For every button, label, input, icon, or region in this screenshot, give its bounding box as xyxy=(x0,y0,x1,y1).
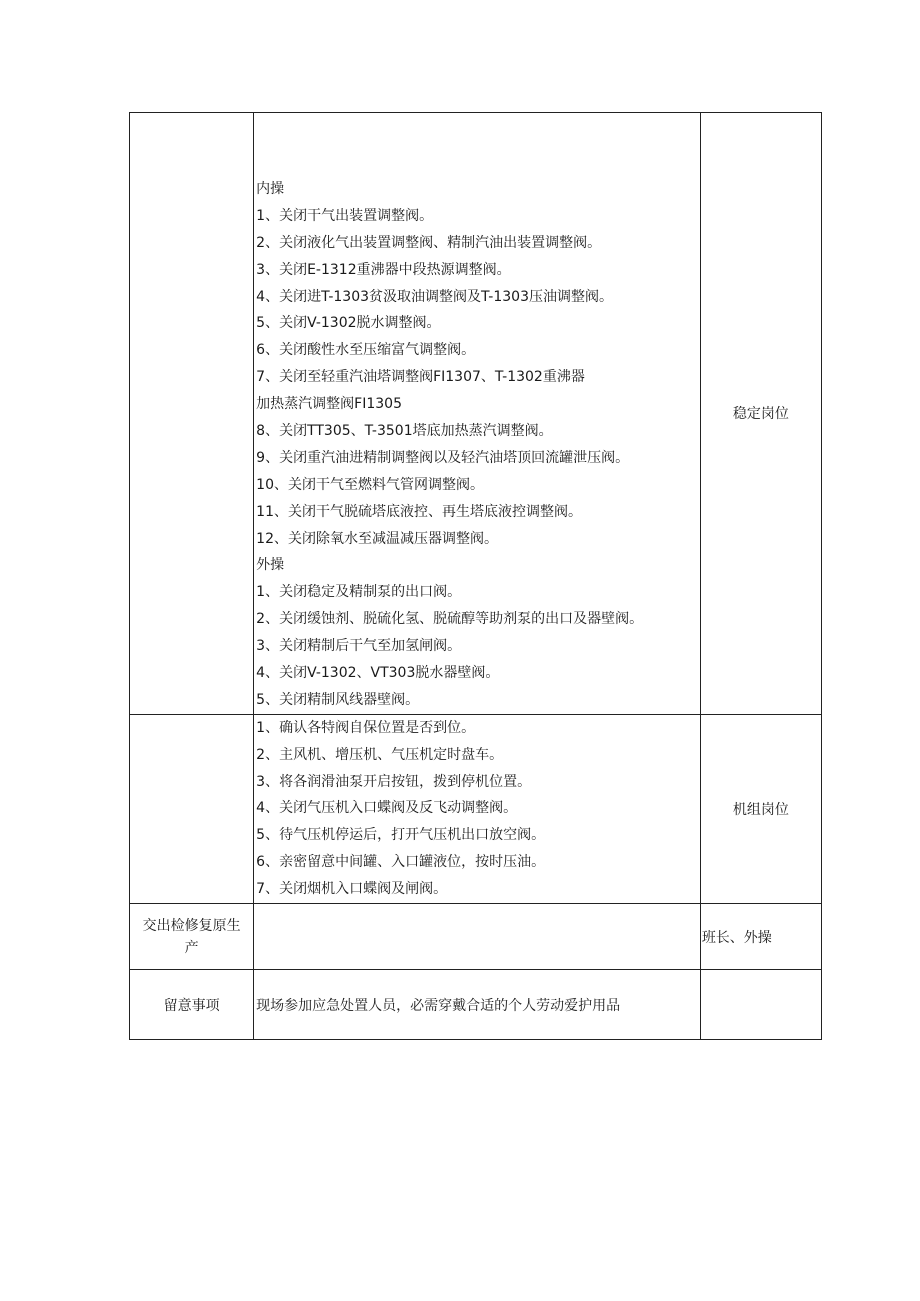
stabilize-stage-cell xyxy=(130,113,254,715)
unit-step: 1、确认各特阀自保位置是否到位。 xyxy=(256,719,476,736)
outer-step: 1、关闭稳定及精制泵的出口阀。 xyxy=(256,584,462,601)
notes-row xyxy=(130,970,822,1040)
unit-stage-cell xyxy=(130,714,254,903)
inner-step: 1、关闭干气出装置调整阀。 xyxy=(256,207,434,224)
outer-operation-heading: 外操 xyxy=(256,557,285,574)
handover-row xyxy=(130,904,822,970)
outer-step: 3、关闭精制后干气至加氢闸阀。 xyxy=(256,638,462,655)
unit-steps-cell xyxy=(254,714,701,903)
outer-step: 2、关闭缓蚀剂、脱硫化氢、脱硫醇等助剂泵的出口及器壁阀。 xyxy=(256,611,644,628)
unit-step: 6、亲密留意中间罐、入口罐液位，按时压油。 xyxy=(256,854,546,871)
unit-step: 7、关闭烟机入口蝶阀及闸阀。 xyxy=(256,881,448,898)
inner-step: 7、关闭至轻重汽油塔调整阀FI1307、T-1302重沸器 xyxy=(256,369,585,386)
unit-role: 机组岗位 xyxy=(732,801,789,818)
unit-step: 5、待气压机停运后，打开气压机出口放空阀。 xyxy=(256,827,546,844)
inner-step: 9、关闭重汽油进精制调整阀以及轻汽油塔顶回流罐泄压阀。 xyxy=(256,449,630,466)
inner-step: 4、关闭进T-1303贫汲取油调整阀及T-1303压油调整阀。 xyxy=(256,288,613,305)
unit-role-cell xyxy=(700,714,821,903)
outer-step: 5、关闭精制风线器壁阀。 xyxy=(256,691,420,708)
inner-step: 11、关闭干气脱硫塔底液控、再生塔底液控调整阀。 xyxy=(256,503,582,520)
outer-step: 4、关闭V-1302、VT303脱水器壁阀。 xyxy=(256,665,500,682)
stabilize-role: 稳定岗位 xyxy=(732,406,789,423)
stabilize-steps-cell xyxy=(254,113,701,715)
unit-step: 4、关闭气压机入口蝶阀及反飞动调整阀。 xyxy=(256,800,518,817)
handover-role: 班长、外操 xyxy=(700,904,821,970)
inner-step: 8、关闭TT305、T-3501塔底加热蒸汽调整阀。 xyxy=(256,423,553,440)
inner-operation-heading: 内操 xyxy=(256,181,285,197)
handover-content xyxy=(254,904,701,970)
inner-step: 5、关闭V-1302脱水调整阀。 xyxy=(256,315,441,332)
notes-role xyxy=(700,970,821,1040)
stabilize-role-cell xyxy=(700,113,821,715)
inner-step: 加热蒸汽调整阀FI1305 xyxy=(256,396,402,413)
notes-label: 留意事项 xyxy=(130,970,254,1040)
inner-step: 2、关闭液化气出装置调整阀、精制汽油出装置调整阀。 xyxy=(256,234,602,251)
stabilize-row xyxy=(130,113,822,715)
inner-step: 12、关闭除氧水至减温减压器调整阀。 xyxy=(256,530,498,547)
inner-step: 10、关闭干气至燃料气管网调整阀。 xyxy=(256,476,484,493)
unit-row xyxy=(130,714,822,903)
notes-content: 现场参加应急处置人员，必需穿戴合适的个人劳动爱护用品 xyxy=(254,970,701,1040)
handover-label: 交出检修复原生产 xyxy=(130,904,254,970)
inner-step: 6、关闭酸性水至压缩富气调整阀。 xyxy=(256,342,476,359)
unit-step: 3、将各润滑油泵开启按钮，拨到停机位置。 xyxy=(256,773,532,790)
shutdown-procedure-table xyxy=(129,112,822,1040)
unit-step: 2、主风机、增压机、气压机定时盘车。 xyxy=(256,746,504,763)
inner-step: 3、关闭E-1312重沸器中段热源调整阀。 xyxy=(256,261,511,278)
